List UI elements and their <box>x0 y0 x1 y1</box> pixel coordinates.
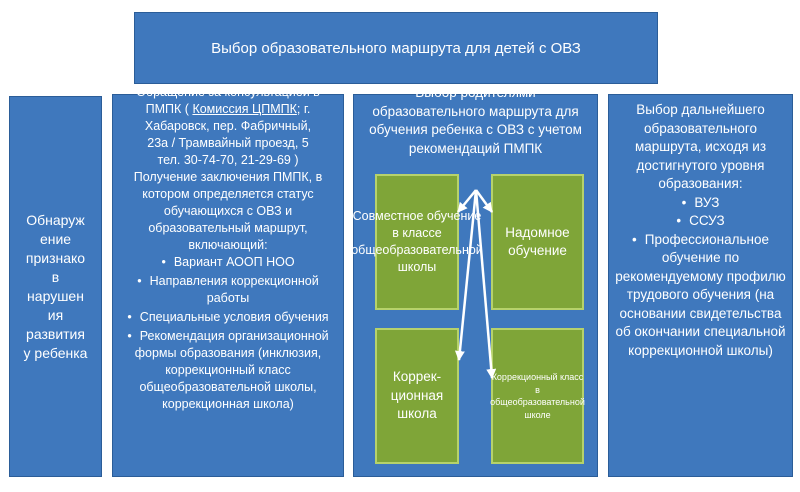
list-item: • ВУЗ <box>613 194 788 213</box>
further-route-title: Выбор дальнейшего образовательного маршрута, исходя из достигнутого уровня образования: <box>634 102 767 191</box>
detection-line: в <box>51 268 60 285</box>
parents-choice-title: Выбор родителями образовательного маршрута для обучения ребенка с ОВЗ с учетом рекомендаций ПМПК <box>369 85 582 156</box>
option-joint-education <box>351 174 483 310</box>
consultation-text <box>119 84 337 413</box>
detection-line: развития <box>26 325 85 342</box>
option-label: Коррек-ционная школа <box>390 369 444 422</box>
option-correctional-class <box>491 328 584 464</box>
list-item: • Профессиональное обучение по рекомендуемому профилю трудового обучения (на основании свидетельства об окончании специальной коррекционной школы) <box>613 231 788 361</box>
list-item: • Специальные условия обучения <box>119 309 337 326</box>
commission-link[interactable]: Комиссия ЦПМПК <box>192 102 297 116</box>
list-item: • Рекомендация организационной формы образования (инклюзия, коррекционный класс общеобразовательной школы, коррекционная школа) <box>119 328 337 413</box>
list-item: • ССУЗ <box>613 212 788 231</box>
detection-line: у ребенка <box>23 344 88 361</box>
consultation-line: 23а / Трамвайный проезд, 5 <box>147 136 309 150</box>
consultation-line <box>119 101 337 118</box>
detection-line: ение <box>39 230 72 247</box>
consultation-line: тел. 30-74-70, 21-29-69 ) <box>157 153 299 167</box>
list-item: • Направления коррекционной работы <box>119 273 337 307</box>
consultation-line: Хабаровск, пер. Фабричный, <box>144 119 312 133</box>
further-route-list <box>613 194 788 361</box>
conclusion-list <box>119 254 337 413</box>
detection-text <box>24 211 88 363</box>
detection-line: признако <box>25 249 86 266</box>
detection-box <box>9 96 102 477</box>
further-route-box <box>608 94 793 477</box>
detection-line: Обнаруж <box>26 211 85 228</box>
consultation-box <box>112 85 344 477</box>
list-item: • Вариант АООП НОО <box>119 254 337 271</box>
further-route-text <box>613 95 788 360</box>
consultation-line: Обращение за консультацией в <box>136 85 320 99</box>
option-label: Надомное обучение <box>505 224 570 258</box>
diagram-title: Выбор образовательного маршрута для детей с ОВЗ <box>211 39 581 57</box>
option-label: Совместное обучение в классе общеобразовательной школы <box>351 209 483 274</box>
option-label: Коррекционный класс в общеобразовательной школе <box>490 372 585 420</box>
title-box <box>134 12 658 84</box>
detection-line: ия <box>47 306 64 323</box>
conclusion-text: Получение заключения ПМПК, в котором определяется статус обучающихся с ОВЗ и образовательный маршрут, включающий: <box>133 170 323 252</box>
consultation-fragment: ; г. <box>296 102 311 116</box>
consultation-fragment: ПМПК ( <box>145 102 189 116</box>
detection-line: нарушен <box>27 287 84 304</box>
option-home-education <box>491 174 584 310</box>
option-correctional-school <box>375 328 459 464</box>
